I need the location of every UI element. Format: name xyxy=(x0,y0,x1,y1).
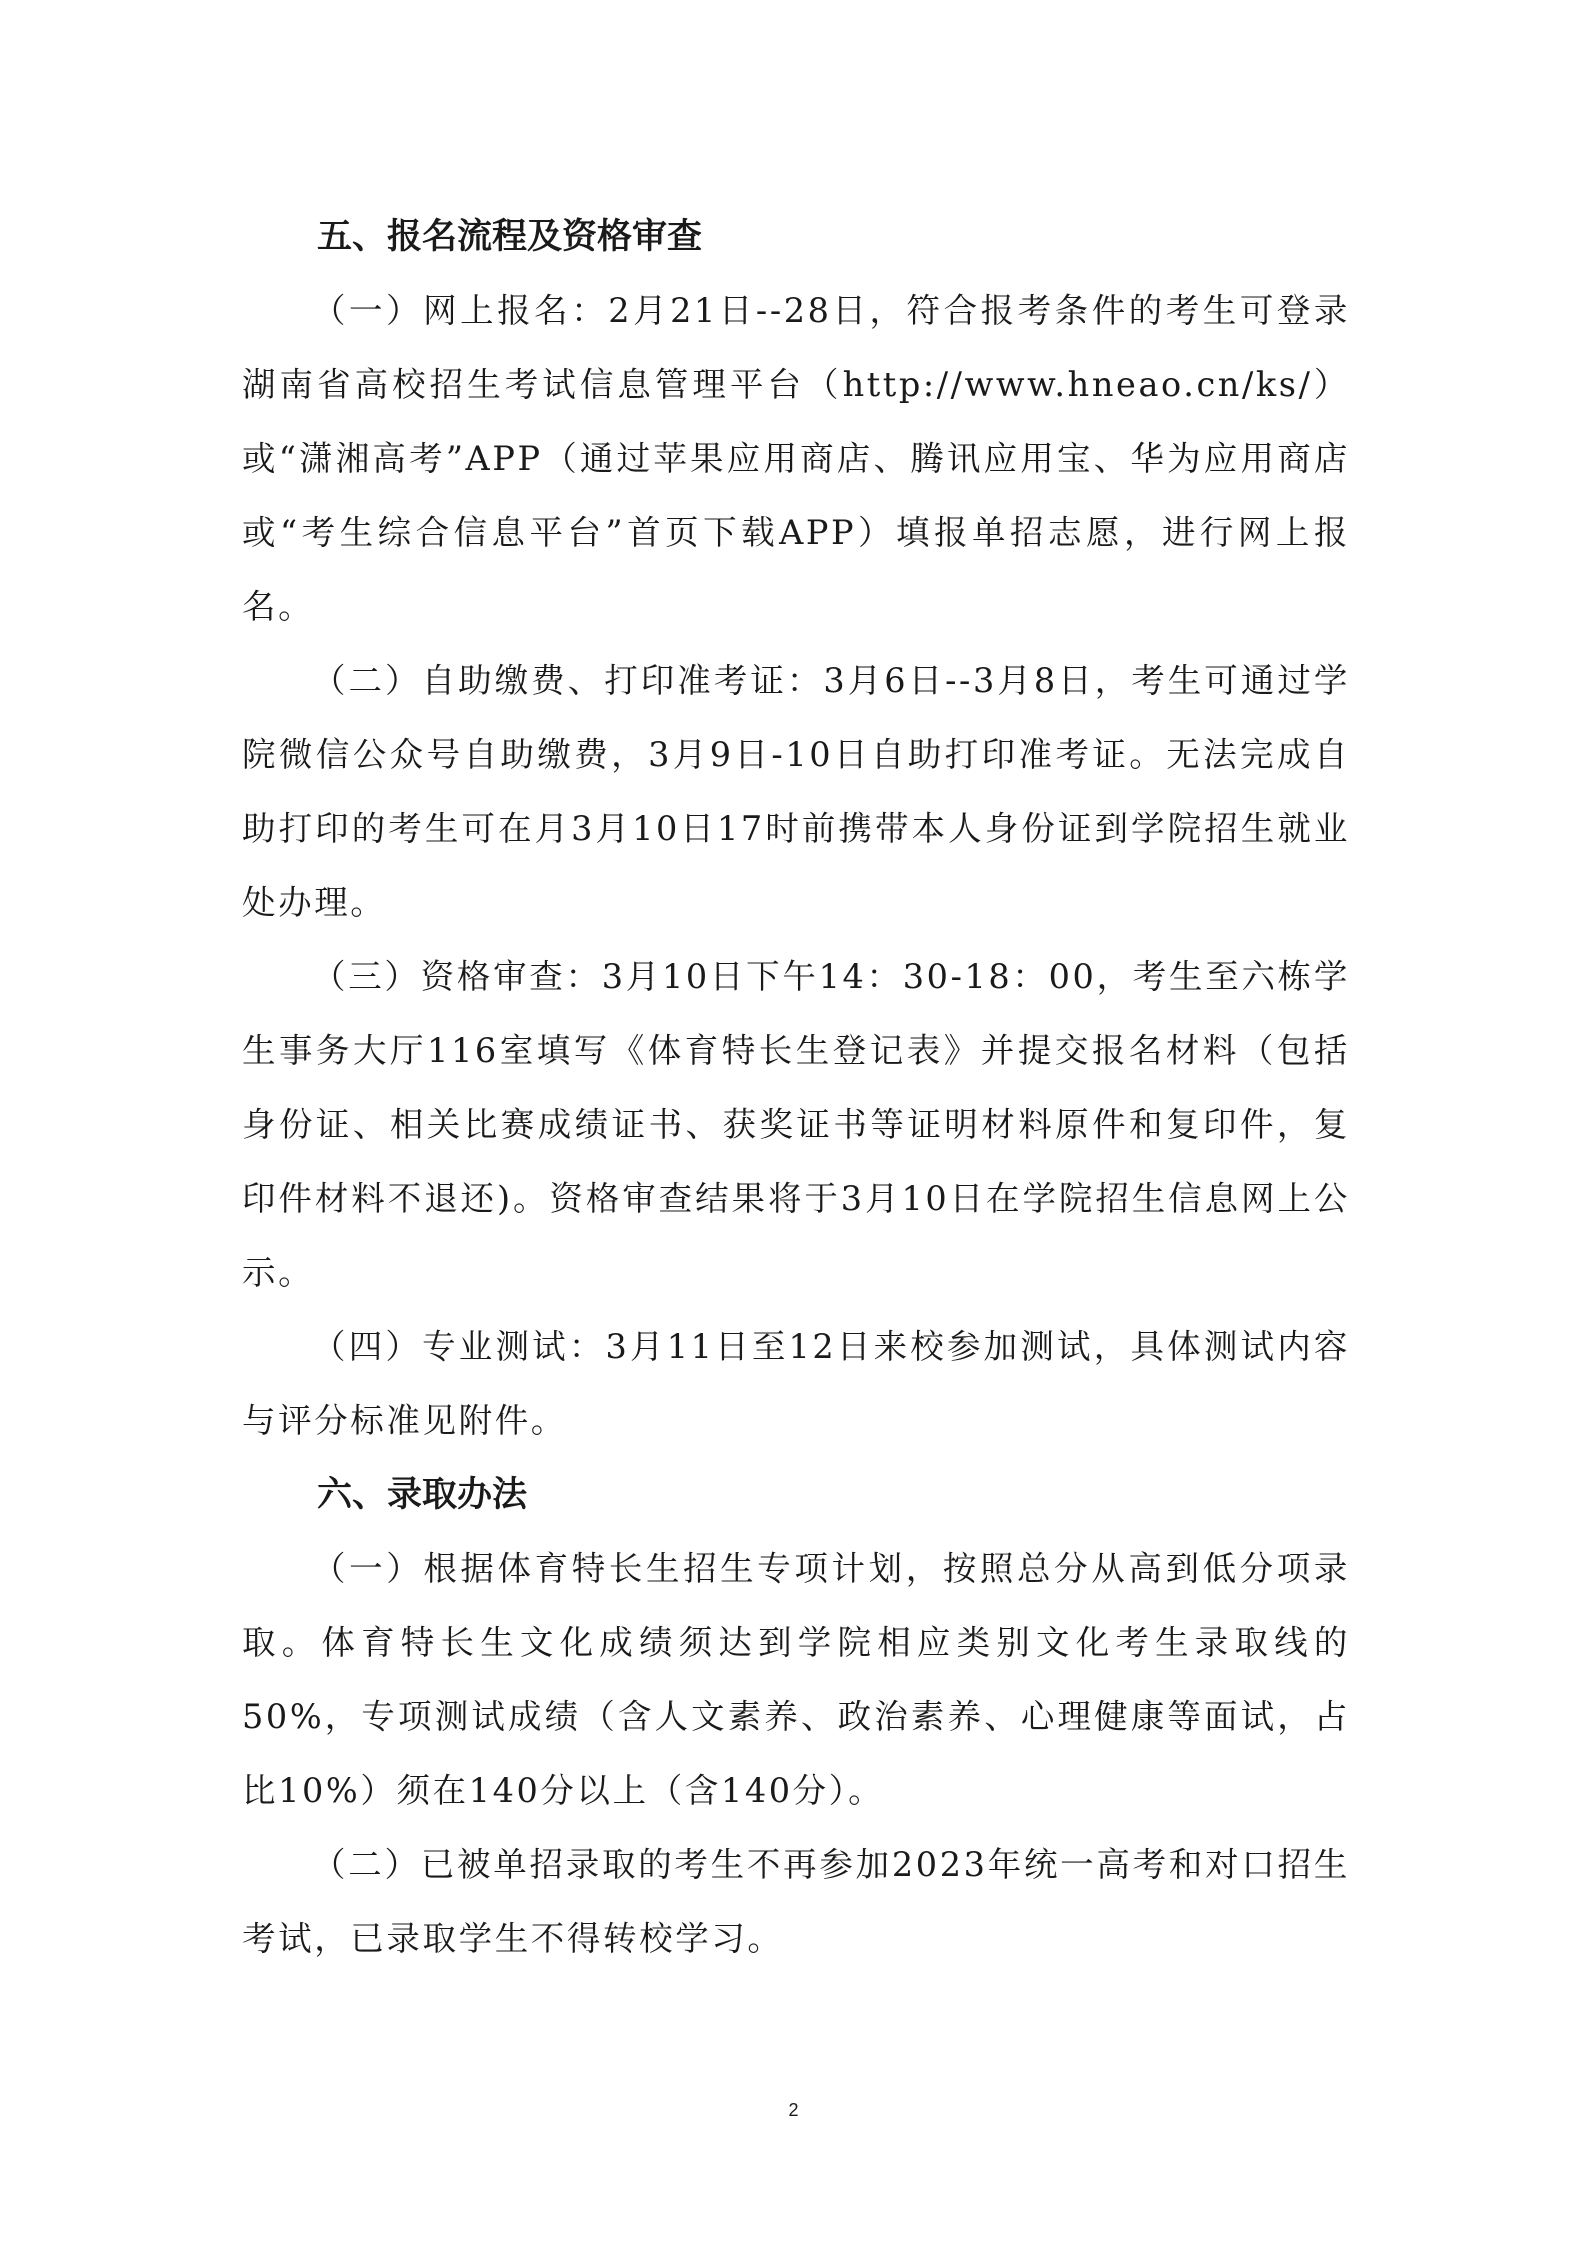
paragraph-payment-admission-ticket: （二）自助缴费、打印准考证：3月6日--3月8日，考生可通过学院微信公众号自助缴费，3月9日-10日自助打印准考证。无法完成自助打印的考生可在月3月10日17时前携带本人身份证到学院招生就业处办理。 xyxy=(242,661,1350,922)
paragraph-admitted-students: （二）已被单招录取的考生不再参加2023年统一高考和对口招生考试，已录取学生不得转校学习。 xyxy=(242,1845,1350,1958)
paragraph-admission-rules: （一）根据体育特长生招生专项计划，按照总分从高到低分项录取。体育特长生文化成绩须达到学院相应类别文化考生录取线的50%，专项测试成绩（含人文素养、政治素养、心理健康等面试，占比10%）须在140分以上（含140分）。 xyxy=(242,1549,1350,1810)
page-number: 2 xyxy=(788,2100,799,2120)
paragraph-online-registration: （一）网上报名：2月21日--28日，符合报考条件的考生可登录湖南省高校招生考试信息管理平台（http://www.hneao.cn/ks/）或“潇湘高考”APP（通过苹果应用商店、腾讯应用宝、华为应用商店或“考生综合信息平台”首页下载APP）填报单招志愿，进行网上报名。 xyxy=(242,291,1350,626)
section-heading-registration: 五、报名流程及资格审查 xyxy=(317,216,703,257)
document-body xyxy=(242,200,1350,1976)
paragraph-qualification-review: （三）资格审查：3月10日下午14：30-18：00，考生至六栋学生事务大厅116室填写《体育特长生登记表》并提交报名材料（包括身份证、相关比赛成绩证书、获奖证书等证明材料原件和复印件，复印件材料不退还)。资格审查结果将于3月10日在学院招生信息网上公示。 xyxy=(242,957,1350,1292)
section-heading-admission: 六、录取办法 xyxy=(317,1474,528,1515)
paragraph-professional-test: （四）专业测试：3月11日至12日来校参加测试，具体测试内容与评分标准见附件。 xyxy=(242,1327,1350,1440)
